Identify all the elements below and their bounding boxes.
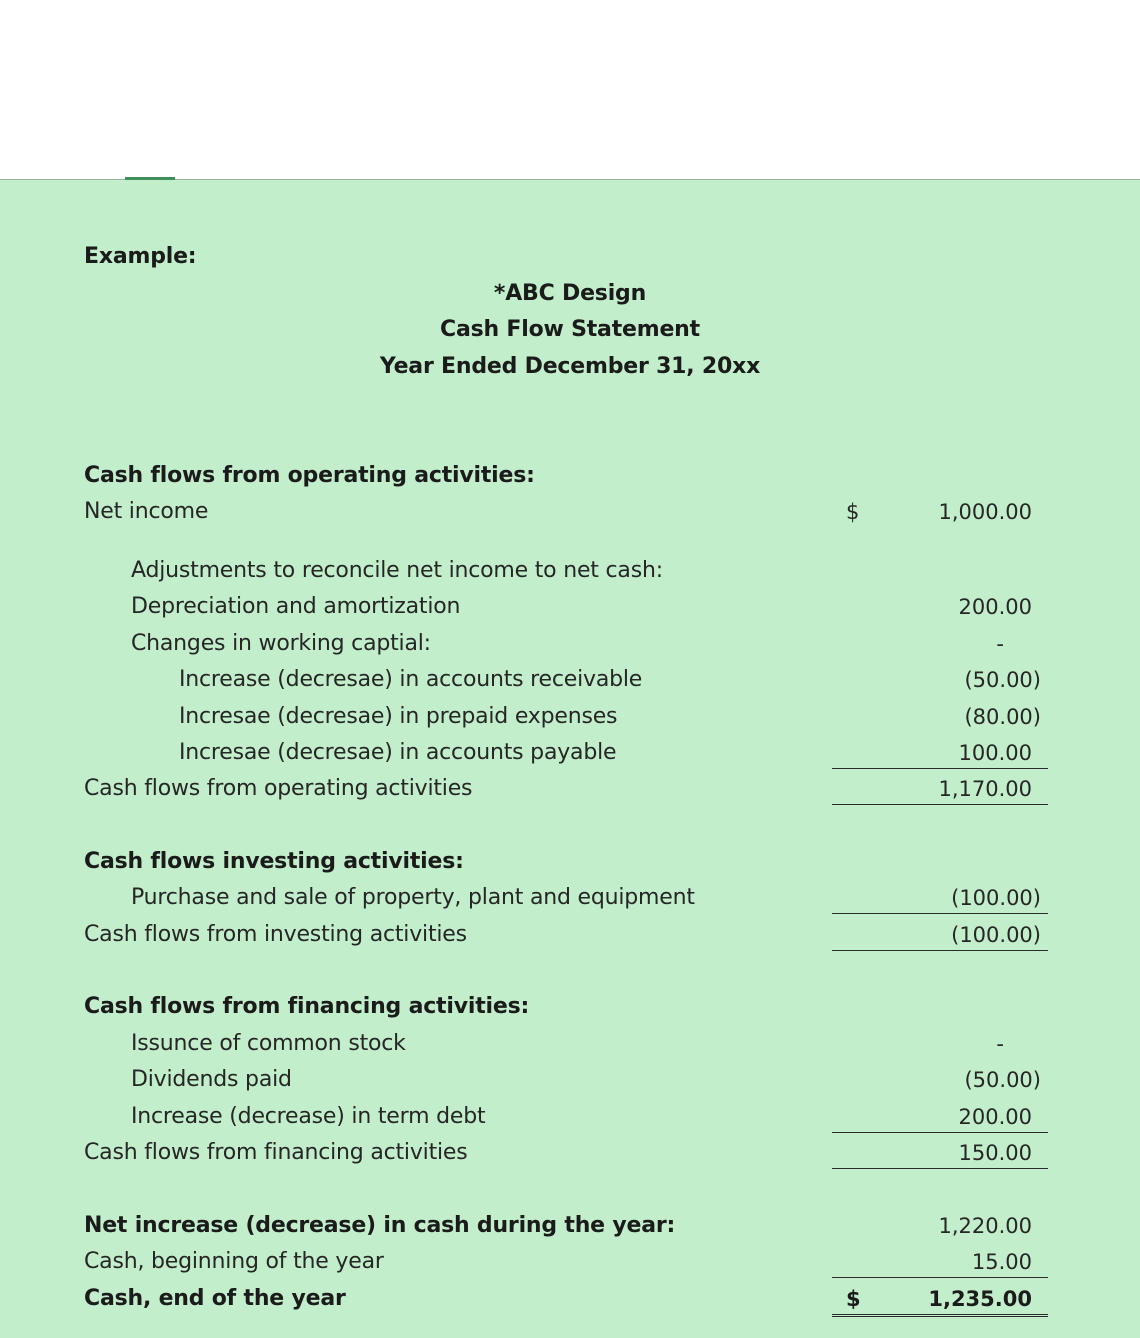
working-capital-label: Changes in working captial:	[131, 631, 431, 656]
depreciation-value: 200.00	[958, 595, 1032, 619]
subtotal-rule	[832, 913, 1048, 914]
company-name: *ABC Design	[493, 281, 647, 306]
ppe-label: Purchase and sale of property, plant and equipment	[131, 885, 695, 910]
depreciation-label: Depreciation and amortization	[131, 594, 461, 619]
prepaid-value: (80.00)	[964, 705, 1041, 729]
net-income-value: 1,000.00	[938, 500, 1032, 524]
subtotal-rule	[832, 768, 1048, 769]
adjustments-label: Adjustments to reconcile net income to net cash:	[131, 558, 663, 583]
total-rule	[832, 1168, 1048, 1169]
stock-value: -	[996, 1032, 1004, 1056]
net-change-label: Net increase (decrease) in cash during the year:	[84, 1213, 676, 1238]
receivable-label: Increase (decresae) in accounts receivable	[179, 667, 643, 692]
net-change-value: 1,220.00	[938, 1214, 1032, 1238]
blank-header-area	[0, 0, 1140, 179]
example-label: Example:	[84, 244, 197, 269]
beginning-cash-label: Cash, beginning of the year	[84, 1249, 384, 1274]
subtotal-rule	[832, 1277, 1048, 1278]
financing-total-value: 150.00	[958, 1141, 1032, 1165]
currency-symbol: $	[846, 500, 860, 524]
ending-cash-value: 1,235.00	[928, 1287, 1032, 1311]
double-total-rule	[832, 1314, 1048, 1317]
stock-label: Issunce of common stock	[131, 1031, 406, 1056]
operating-heading: Cash flows from operating activities:	[84, 463, 535, 488]
statement-title: Cash Flow Statement	[440, 317, 700, 342]
working-capital-value: -	[996, 632, 1004, 656]
statement-period: Year Ended December 31, 20xx	[379, 354, 761, 379]
subtotal-rule	[832, 1132, 1048, 1133]
ppe-value: (100.00)	[951, 886, 1041, 910]
operating-total-value: 1,170.00	[938, 777, 1032, 801]
investing-total-label: Cash flows from investing activities	[84, 922, 467, 947]
dividends-label: Dividends paid	[131, 1067, 292, 1092]
dividends-value: (50.00)	[964, 1068, 1041, 1092]
financing-heading: Cash flows from financing activities:	[84, 994, 530, 1019]
receivable-value: (50.00)	[964, 668, 1041, 692]
total-rule	[832, 804, 1048, 805]
investing-heading: Cash flows investing activities:	[84, 849, 464, 874]
active-cell-indicator	[125, 177, 175, 180]
currency-symbol: $	[846, 1287, 861, 1311]
payable-label: Incresae (decresae) in accounts payable	[179, 740, 617, 765]
ending-cash-label: Cash, end of the year	[84, 1286, 346, 1311]
debt-value: 200.00	[958, 1105, 1032, 1129]
prepaid-label: Incresae (decresae) in prepaid expenses	[179, 704, 618, 729]
investing-total-value: (100.00)	[951, 923, 1041, 947]
operating-total-label: Cash flows from operating activities	[84, 776, 473, 801]
financing-total-label: Cash flows from financing activities	[84, 1140, 468, 1165]
total-rule	[832, 950, 1048, 951]
beginning-cash-value: 15.00	[971, 1250, 1032, 1274]
net-income-label: Net income	[84, 499, 209, 524]
payable-value: 100.00	[958, 741, 1032, 765]
debt-label: Increase (decrease) in term debt	[131, 1104, 486, 1129]
